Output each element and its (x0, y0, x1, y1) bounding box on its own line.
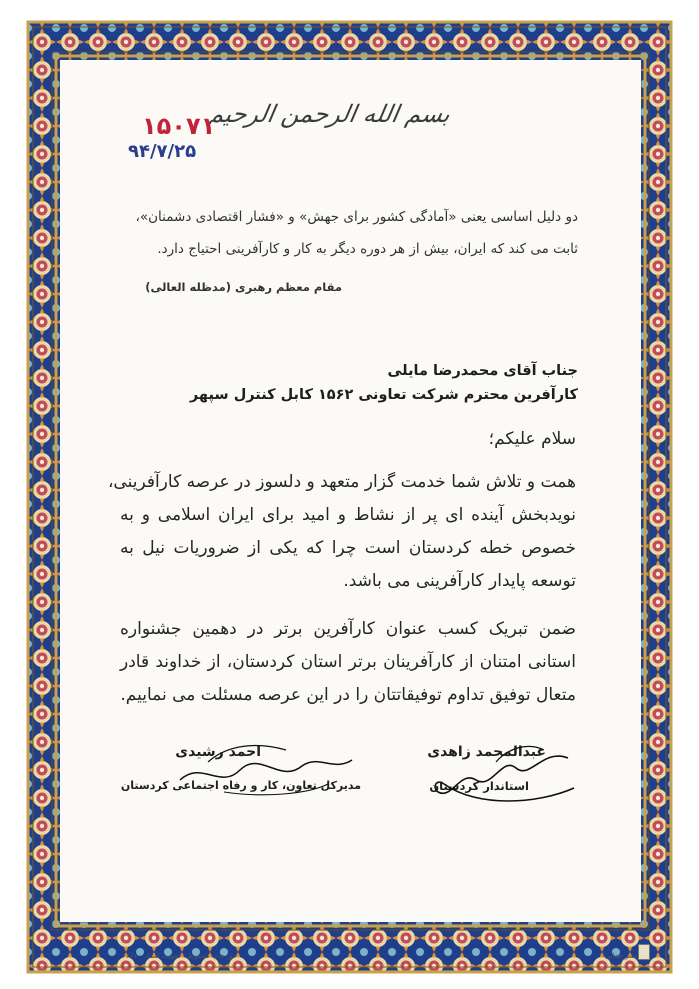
letter-date-stamp: ۹۴/۷/۲۵ (128, 141, 197, 162)
paragraph-1-line: نویدبخش آینده ای پر از نشاط و امید برای ایران اسلامی و به (120, 505, 576, 525)
paragraph-2-line: ضمن تبریک کسب عنوان کارآفرین برتر در دهمین جشنواره (120, 619, 576, 639)
signature-right-title: استاندار کردستان (429, 779, 529, 793)
paragraph-1-line: توسعه پایدار کارآفرینی می باشد. (343, 571, 576, 591)
paragraph-2-line: متعال توفیق تداوم توفیقاتتان را در این عرصه مسئلت می نماییم. (120, 685, 576, 705)
letter-number-stamp: ۱۵۰۷۱ (142, 112, 216, 140)
greeting: سلام علیکم؛ (488, 429, 576, 449)
signature-right-scribble (418, 738, 578, 818)
quote-attribution: مقام معظم رهبری (مدظله العالی) (145, 280, 342, 294)
basmala-calligraphy: بسم الله الرحمن الرحيم (206, 100, 453, 128)
paragraph-1-line: همت و تلاش شما خدمت گزار متعهد و دلسوز در عرصه کارآفرینی، (107, 472, 576, 492)
quote-line-1: دو دلیل اساسی یعنی «آمادگی کشور برای جهش» و «فشار اقتصادی دشمنان»، (135, 209, 578, 225)
recipient-title: کارآفرین محترم شرکت تعاونی ۱۵۶۲ کابل کنترل سپهر (189, 387, 578, 403)
signature-right-name: عبدالمحمد زاهدی (427, 744, 546, 760)
footer-print-note: حق چاپ محفوظ - تجهیب اسناد - ۶۶۷ (126, 952, 237, 960)
publisher-logo-icon (638, 944, 650, 960)
signature-left-title: مدیرکل تعاون، کار و رفاه اجتماعی کردستان (120, 779, 361, 792)
signature-left-scribble (168, 732, 368, 812)
recipient-name: جناب آقای محمدرضا مایلی (387, 363, 578, 379)
signature-left-name: احمد رشیدی (175, 744, 261, 760)
paragraph-2-line: استانی امتنان از کارآفرینان برتر استان کردستان، از خداوند قادر (120, 652, 576, 672)
footer-publisher: نشر حقانی (604, 952, 637, 960)
paragraph-1-line: خصوص خطه کردستان است چرا که یکی از ضروریات نیل به (120, 538, 576, 558)
quote-line-2: ثابت می کند که ایران، بیش از هر دوره دیگر به کار و کارآفرینی احتیاج دارد. (157, 241, 578, 257)
